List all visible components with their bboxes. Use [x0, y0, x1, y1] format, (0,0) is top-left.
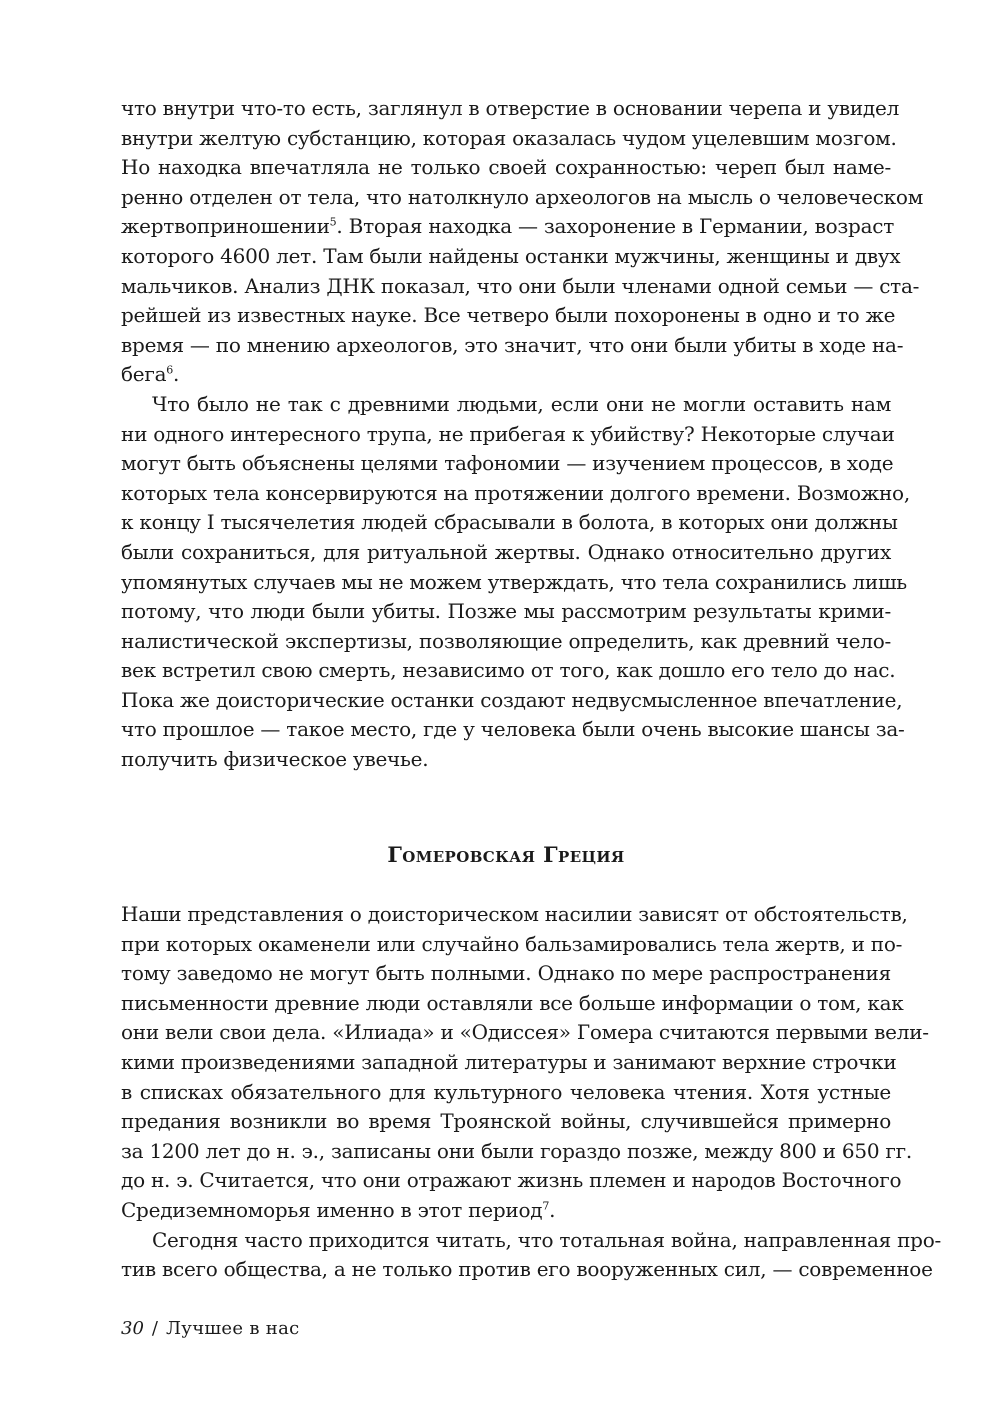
text-line: тив всего общества, а не только против его вооруженных сил, — современное [121, 1257, 933, 1282]
text-fragment: жертвоприношении [121, 214, 330, 239]
text-line: письменности древние люди оставляли все больше информации о том, как [121, 990, 904, 1015]
text-line: за 1200 лет до н. э., записаны они были гораздо позже, между 800 и 650 гг. [121, 1138, 912, 1163]
text-line: ни одного интересного трупа, не прибегая к убийству? Некоторые случаи [121, 421, 895, 446]
body-text-bottom [121, 900, 942, 1285]
text-line: упомянутых случаев мы не можем утверждать, что тела сохранились лишь [121, 569, 907, 594]
text-line: рейшей из известных науке. Все четверо были похоронены в одно и то же [121, 303, 896, 328]
text-line [121, 360, 891, 390]
text-line: ренно отделен от тела, что натолкнуло археологов на мысль о человеческом [121, 184, 923, 209]
text-line: при которых окаменели или случайно бальзамировались тела жертв, и по- [121, 931, 903, 956]
body-text-top [121, 94, 923, 775]
text-fragment: . Вторая находка — захоронение в Германии, возраст [336, 214, 895, 239]
text-line: время — по мнению археологов, это значит, что они были убиты в ходе на- [121, 332, 904, 357]
text-line: Пока же доисторические останки создают недвусмысленное впечатление, [121, 687, 903, 712]
text-line: Сегодня часто приходится читать, что тотальная война, направленная про- [152, 1227, 942, 1252]
footnote-ref[interactable]: 5 [329, 215, 337, 229]
text-line [121, 212, 895, 242]
text-line: которых тела консервируются на протяжении долгого времени. Возможно, [121, 480, 910, 505]
footer-separator: / [151, 1318, 158, 1339]
text-line [121, 1196, 891, 1226]
footnote-ref[interactable]: 7 [542, 1199, 550, 1213]
text-line: Что было не так с древними людьми, если они не могли оставить нам [152, 391, 891, 416]
text-line: в списках обязательного для культурного человека чтения. Хотя устные [121, 1079, 891, 1104]
footnote-ref[interactable]: 6 [166, 363, 174, 377]
text-line: до н. э. Считается, что они отражают жизнь племен и народов Восточного [121, 1168, 902, 1193]
section-heading: Гомеровская Греция [387, 842, 625, 867]
text-line: потому, что люди были убиты. Позже мы рассмотрим результаты крими- [121, 599, 891, 624]
text-line: получить физическое увечье. [121, 747, 429, 772]
text-line: могут быть объяснены целями тафономии — изучением процессов, в ходе [121, 451, 894, 476]
text-line: налистической экспертизы, позволяющие определить, как древний чело- [121, 628, 891, 653]
text-line: были сохраниться, для ритуальной жертвы. Однако относительно других [121, 539, 891, 564]
page-number: 30 [121, 1318, 144, 1339]
text-line: которого 4600 лет. Там были найдены останки мужчины, женщины и двух [121, 243, 901, 268]
text-line: внутри желтую субстанцию, которая оказалась чудом уцелевшим мозгом. [121, 125, 897, 150]
text-line: предания возникли во время Троянской войны, случившейся примерно [121, 1109, 891, 1134]
text-line: они вели свои дела. «Илиада» и «Одиссея» Гомера считаются первыми вели- [121, 1020, 929, 1045]
text-line: что прошлое — такое место, где у человека были очень высокие шансы за- [121, 717, 905, 742]
text-fragment: Средиземноморья именно в этот период [121, 1197, 543, 1222]
text-line: кими произведениями западной литературы и занимают верхние строчки [121, 1049, 897, 1074]
text-line: мальчиков. Анализ ДНК показал, что они были членами одной семьи — ста- [121, 273, 920, 298]
text-line: Но находка впечатляла не только своей сохранностью: череп был наме- [121, 155, 891, 180]
text-line: Наши представления о доисторическом насилии зависят от обстоятельств, [121, 902, 908, 926]
page-footer [121, 1318, 300, 1339]
text-fragment: . [549, 1197, 556, 1222]
text-line: к концу I тысячелетия людей сбрасывали в болота, в которых они должны [121, 510, 898, 535]
text-line: век встретил свою смерть, независимо от того, как дошло его тело до нас. [121, 658, 896, 683]
text-line: тому заведомо не могут быть полными. Однако по мере распространения [121, 961, 891, 986]
text-line: что внутри что-то есть, заглянул в отверстие в основании черепа и увидел [121, 96, 900, 120]
text-fragment: . [173, 362, 180, 387]
book-title: Лучшее в нас [165, 1318, 300, 1339]
text-fragment: бега [121, 362, 167, 387]
